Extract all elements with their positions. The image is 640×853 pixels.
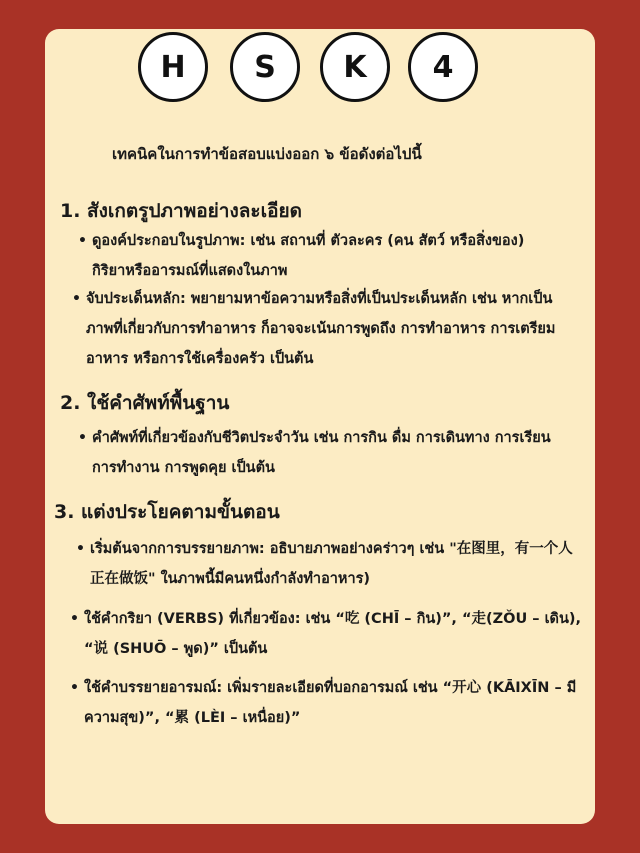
hsk4-title <box>0 0 640 120</box>
section-3-bullet-3 <box>70 673 582 733</box>
section-2-bullet-1 <box>78 423 568 483</box>
title-letter-4: 4 <box>408 32 478 102</box>
section-3-bullet-1 <box>76 534 584 594</box>
section-3-bullet-2 <box>70 604 582 664</box>
section-3-heading: 3. แต่งประโยคตามขั้นตอน <box>54 501 280 523</box>
section-2-heading: 2. ใช้คำศัพท์พื้นฐาน <box>60 392 230 414</box>
title-letter-h: H <box>138 32 208 102</box>
bullet-dot-icon: • <box>78 233 87 249</box>
bullet-dot-icon: • <box>78 430 87 446</box>
bullet-text: คำศัพท์ที่เกี่ยวข้องกับชีวิตประจำวัน เช่น การกิน ดื่ม การเดินทาง การเรียน การทำงาน การพูดคุย เป็นต้น <box>92 430 551 476</box>
bullet-dot-icon: • <box>72 291 81 307</box>
section-1-bullet-2 <box>72 284 562 374</box>
bullet-dot-icon: • <box>76 541 85 557</box>
intro-text: เทคนิคในการทำข้อสอบแบ่งออก ๖ ข้อดังต่อไปนี้ <box>112 145 422 163</box>
title-letter-s: S <box>230 32 300 102</box>
section-1-bullet-1 <box>78 226 558 286</box>
section-1-heading: 1. สังเกตรูปภาพอย่างละเอียด <box>60 200 302 222</box>
bullet-dot-icon: • <box>70 680 79 696</box>
title-letter-k: K <box>320 32 390 102</box>
bullet-text: ใช้คำบรรยายอารมณ์: เพิ่มรายละเอียดที่บอกอารมณ์ เช่น “开心 (KĀIXĪN – มีความสุข)”, “累 (LÈI – เหนื่อย)” <box>84 680 577 726</box>
bullet-text: เริ่มต้นจากการบรรยายภาพ: อธิบายภาพอย่างคร่าวๆ เช่น "在图里，有一个人正在做饭" ในภาพนี้มีคนหนึ่งกำลังทำอาหาร) <box>90 541 573 587</box>
bullet-dot-icon: • <box>70 611 79 627</box>
bullet-text: ใช้คำกริยา (VERBS) ที่เกี่ยวข้อง: เช่น “吃 (CHĪ – กิน)”, “走(ZǑU – เดิน), “说 (SHUŌ – พูด)” เป็นต้น <box>84 611 582 657</box>
bullet-text: ดูองค์ประกอบในรูปภาพ: เช่น สถานที่ ตัวละคร (คน สัตว์ หรือสิ่งของ) กิริยาหรืออารมณ์ที่แสดงในภาพ <box>92 233 525 279</box>
bullet-text: จับประเด็นหลัก: พยายามหาข้อความหรือสิ่งที่เป็นประเด็นหลัก เช่น หากเป็นภาพที่เกี่ยวกับการทำอาหาร ก็อาจจะเน้นการพูดถึง การทำอาหาร การเตรียมอาหาร หรือการใช้เครื่องครัว เป็นต้น <box>86 291 556 367</box>
